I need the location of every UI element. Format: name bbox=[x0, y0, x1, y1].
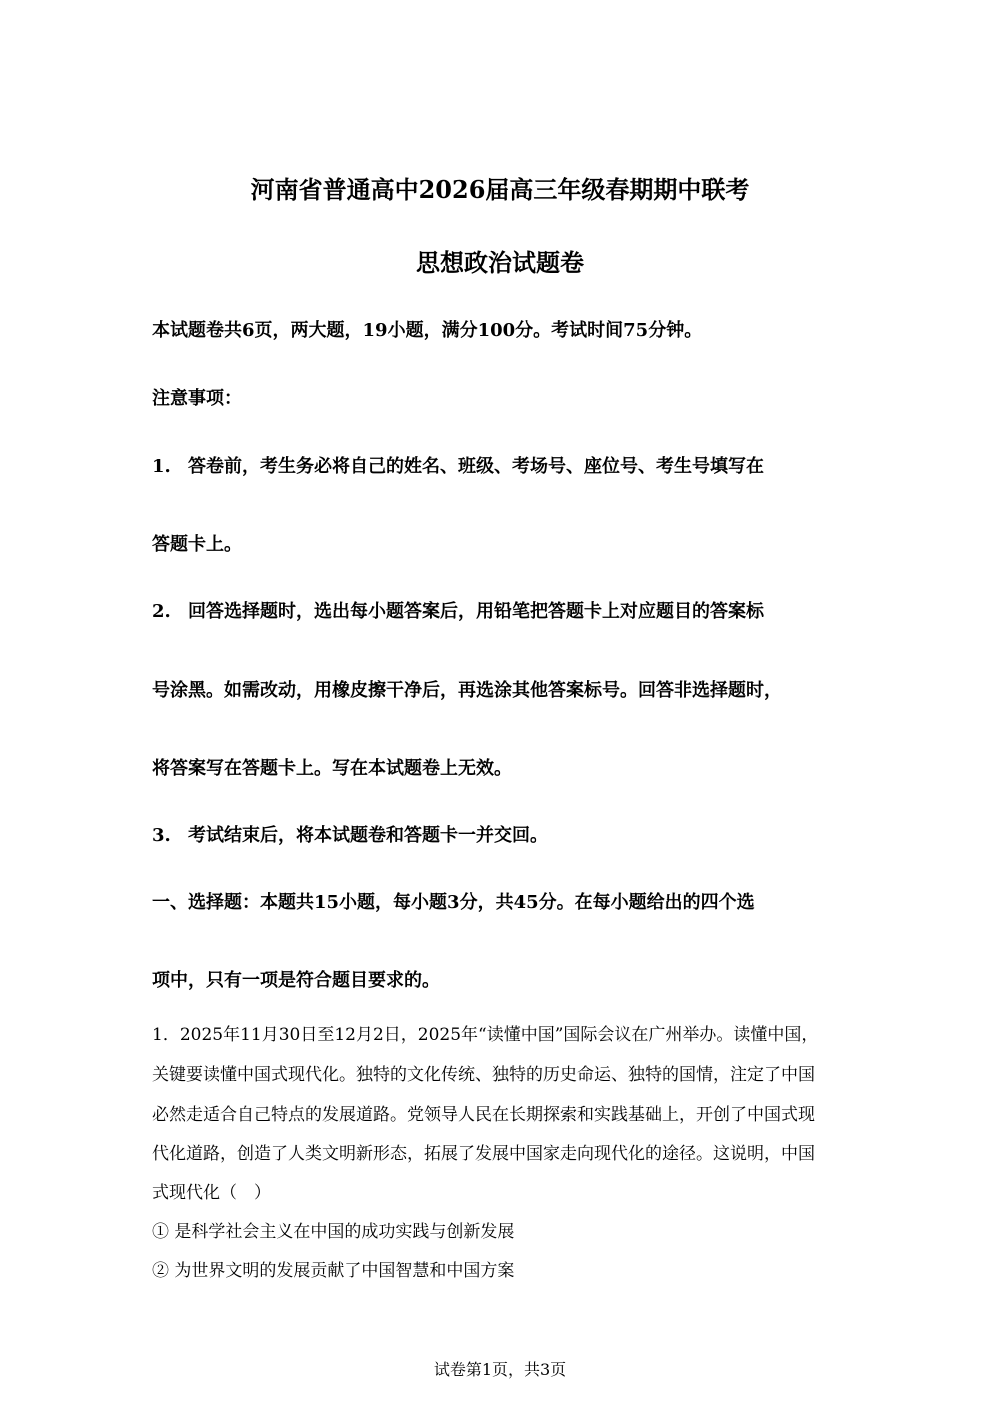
notice-item-1 bbox=[152, 452, 764, 478]
page-footer: 试卷第1页，共3页 bbox=[433, 1360, 567, 1379]
question-text: 必然走适合自己特点的发展道路。党领导人民在长期探索和实践基础上，开创了中国式现 bbox=[152, 1105, 815, 1125]
exam-title: 河南省普通高中2026届高三年级春期期中联考 bbox=[250, 175, 750, 204]
notice-item-number: 2. bbox=[152, 601, 171, 622]
notice-item-2 bbox=[152, 597, 764, 623]
notice-item-2-continued: 将答案写在答题卡上。写在本试题卷上无效。 bbox=[152, 758, 512, 779]
notice-item-text: 考试结束后，将本试题卷和答题卡一并交回。 bbox=[188, 825, 548, 846]
question-text: 式现代化（ ） bbox=[152, 1183, 271, 1203]
section-heading-continued: 项中，只有一项是符合题目要求的。 bbox=[152, 970, 440, 991]
question-option: ① 是科学社会主义在中国的成功实践与创新发展 bbox=[152, 1222, 515, 1242]
section-heading: 一、选择题：本题共15小题，每小题3分，共45分。在每小题给出的四个选 bbox=[152, 892, 755, 913]
question-option: ② 为世界文明的发展贡献了中国智慧和中国方案 bbox=[152, 1261, 515, 1281]
notice-item-3 bbox=[152, 821, 548, 847]
notice-item-number: 1. bbox=[152, 456, 171, 477]
notice-item-text: 答卷前，考生务必将自己的姓名、班级、考场号、座位号、考生号填写在 bbox=[188, 456, 764, 477]
notice-item-1-continued: 答题卡上。 bbox=[152, 534, 242, 555]
notice-item-2-continued: 号涂黑。如需改动，用橡皮擦干净后，再选涂其他答案标号。回答非选择题时， bbox=[152, 680, 782, 701]
exam-info: 本试题卷共6页，两大题，19小题，满分100分。考试时间75分钟。 bbox=[152, 320, 703, 341]
notice-item-text: 回答选择题时，选出每小题答案后，用铅笔把答题卡上对应题目的答案标 bbox=[188, 601, 764, 622]
notice-heading: 注意事项： bbox=[152, 388, 242, 409]
question-text: 关键要读懂中国式现代化。独特的文化传统、独特的历史命运、独特的国情，注定了中国 bbox=[152, 1065, 815, 1085]
question-text: 代化道路，创造了人类文明新形态，拓展了发展中国家走向现代化的途径。这说明，中国 bbox=[152, 1144, 815, 1164]
question-text: 1．2025年11月30日至12月2日，2025年“读懂中国”国际会议在广州举办。读懂中国， bbox=[152, 1025, 819, 1045]
exam-subtitle: 思想政治试题卷 bbox=[416, 248, 584, 277]
notice-item-number: 3. bbox=[152, 825, 171, 846]
